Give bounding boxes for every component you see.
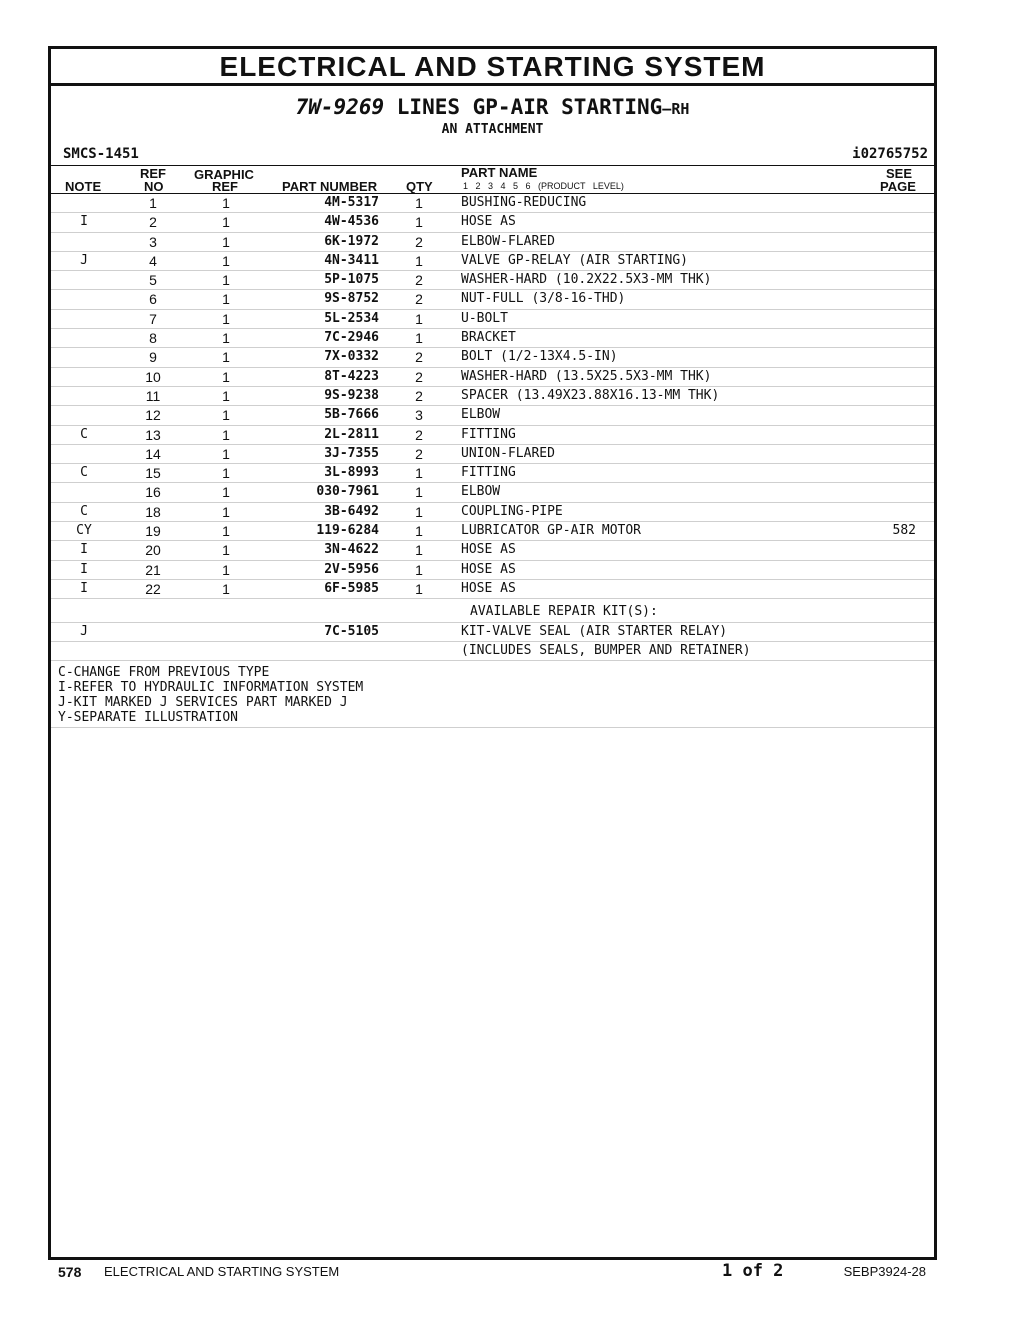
table-row [51,464,934,483]
group-name: LINES GP-AIR STARTING [396,95,663,119]
part-number: 030-7961 [316,484,379,500]
part-name: LUBRICATOR GP-AIR MOTOR [461,523,642,539]
part-name: HOSE AS [461,542,516,558]
part-number: 7C-2946 [324,330,379,346]
part-name: BUSHING-REDUCING [461,195,587,210]
ref-number: 1 [149,195,157,211]
part-name: U-BOLT [461,310,508,326]
graphic-ref: 1 [222,426,230,443]
part-name: WASHER-HARD (10.2X22.5X3-MM THK) [461,272,712,288]
part-note: CY [76,523,92,539]
part-name: NUT-FULL (3/8-16-THD) [461,291,626,307]
kit-heading: AVAILABLE REPAIR KIT(S): [470,604,658,620]
part-note: I [80,214,88,230]
quantity: 1 [415,214,423,231]
part-number: 4M-5317 [324,195,379,210]
part-number: 3B-6492 [324,503,379,519]
table-row [51,310,934,329]
group-subtitle: AN ATTACHMENT [441,122,544,137]
quantity: 2 [415,426,423,443]
quantity: 1 [415,195,423,211]
kit-name-continued-row [51,642,934,661]
part-note: C [80,503,88,519]
graphic-ref: 1 [222,291,230,308]
graphic-ref: 1 [222,330,230,347]
ref-number: 13 [145,426,161,443]
header-note: NOTE [65,179,102,194]
part-name: WASHER-HARD (13.5X25.5X3-MM THK) [461,368,712,384]
table-row [51,387,934,406]
part-note: C [80,465,88,481]
see-page: 582 [892,523,916,539]
header-see-bottom: PAGE [880,179,916,194]
table-row [51,503,934,522]
graphic-ref: 1 [222,580,230,597]
part-number: 6F-5985 [324,580,379,596]
meta-row [51,143,934,165]
part-name: HOSE AS [461,580,516,596]
table-row [51,233,934,252]
ref-number: 21 [145,561,161,578]
kit-row [51,623,934,642]
graphic-ref: 1 [222,368,230,385]
quantity: 1 [415,561,423,578]
part-number: 5L-2534 [324,310,379,326]
ref-number: 22 [145,580,161,597]
part-number: 7X-0332 [324,349,379,365]
part-number: 2V-5956 [324,561,379,577]
section-title: ELECTRICAL AND STARTING SYSTEM [51,49,934,86]
group-suffix: —RH [662,100,690,118]
part-name: VALVE GP-RELAY (AIR STARTING) [461,252,688,268]
ref-number: 12 [145,407,161,424]
part-number: 9S-8752 [324,291,379,307]
quantity: 1 [415,484,423,501]
part-number: 5B-7666 [324,407,379,423]
part-name: UNION-FLARED [461,445,555,461]
legend-line: Y-SEPARATE ILLUSTRATION [58,710,239,726]
header-part-number: PART NUMBER [282,179,378,194]
ref-number: 6 [149,291,157,308]
table-row [51,213,934,232]
quantity: 2 [415,349,423,366]
group-number: 7W-9269 [295,95,385,119]
part-name: FITTING [461,426,516,442]
table-row [51,483,934,502]
part-name: BRACKET [461,330,516,346]
header-graphic-top: GRAPHIC [194,167,254,182]
kit-name-continued: (INCLUDES SEALS, BUMPER AND RETAINER) [461,642,751,658]
ref-number: 5 [149,272,157,289]
ref-number: 4 [149,252,157,269]
parts-page-frame [48,46,937,1260]
graphic-ref: 1 [222,465,230,482]
ref-number: 7 [149,310,157,327]
header-qty: QTY [406,179,433,194]
graphic-ref: 1 [222,484,230,501]
graphic-ref: 1 [222,195,230,211]
part-name: COUPLING-PIPE [461,503,563,519]
ref-number: 11 [145,387,161,404]
footer-section: ELECTRICAL AND STARTING SYSTEM [104,1264,340,1279]
part-number: 2L-2811 [324,426,379,442]
ref-number: 14 [145,445,161,462]
table-row [51,426,934,445]
table-row [51,561,934,580]
graphic-ref: 1 [222,252,230,269]
part-number: 3J-7355 [324,445,379,461]
ref-number: 16 [145,484,161,501]
part-number: 4N-3411 [324,252,379,268]
quantity: 2 [415,445,423,462]
header-ref-top: REF [140,166,166,181]
quantity: 2 [415,387,423,404]
header-ref-bottom: NO [144,179,164,194]
ref-number: 10 [145,368,161,385]
table-header [51,165,934,194]
graphic-ref: 1 [222,349,230,366]
part-name: SPACER (13.49X23.88X16.13-MM THK) [461,387,720,403]
part-name: FITTING [461,465,516,481]
graphic-ref: 1 [222,214,230,231]
graphic-ref: 1 [222,503,230,520]
part-name: BOLT (1/2-13X4.5-IN) [461,349,618,365]
table-row [51,329,934,348]
footer-doc-id: SEBP3924-28 [843,1264,926,1279]
part-number: 119-6284 [316,523,379,539]
table-row [51,252,934,271]
part-name: HOSE AS [461,214,516,230]
table-row [51,406,934,425]
part-note: I [80,542,88,558]
ref-number: 19 [145,523,161,540]
header-graphic-bottom: REF [212,179,238,194]
footer-page-number: 578 [58,1264,82,1280]
quantity: 1 [415,523,423,540]
kit-name: KIT-VALVE SEAL (AIR STARTER RELAY) [461,623,728,639]
graphic-ref: 1 [222,407,230,424]
graphic-ref: 1 [222,445,230,462]
quantity: 1 [415,330,423,347]
smcs-code: SMCS-1451 [63,146,139,162]
table-row [51,348,934,367]
ref-number: 18 [145,503,161,520]
ref-number: 8 [149,330,157,347]
ref-number: 15 [145,465,161,482]
part-name: ELBOW [461,484,501,500]
table-row [51,194,934,213]
legend-line: J-KIT MARKED J SERVICES PART MARKED J [58,695,348,711]
page-footer [0,1261,1020,1288]
header-see-top: SEE [886,166,913,181]
quantity: 3 [415,407,423,424]
part-name: ELBOW-FLARED [461,233,555,249]
quantity: 1 [415,580,423,597]
part-number: 3N-4622 [324,542,379,558]
kit-note: J [80,623,88,639]
legend-line: I-REFER TO HYDRAULIC INFORMATION SYSTEM [58,680,364,696]
kit-part-number: 7C-5105 [324,623,379,639]
part-number: 9S-9238 [324,387,379,403]
header-part-name: PART NAME [461,165,538,180]
quantity: 2 [415,272,423,289]
quantity: 1 [415,503,423,520]
graphic-ref: 1 [222,272,230,289]
kit-heading-row [51,603,934,622]
quantity: 2 [415,291,423,308]
quantity: 1 [415,252,423,269]
part-name: ELBOW [461,407,501,423]
part-number: 3L-8993 [324,465,379,481]
footer-page-of: 1 of 2 [722,1261,784,1281]
ref-number: 20 [145,542,161,559]
graphic-ref: 1 [222,542,230,559]
quantity: 1 [415,465,423,482]
quantity: 2 [415,368,423,385]
graphic-ref: 1 [222,523,230,540]
ref-number: 9 [149,349,157,366]
table-row [51,271,934,290]
legend-line: C-CHANGE FROM PREVIOUS TYPE [58,665,270,681]
note-legend [51,661,934,728]
part-number: 8T-4223 [324,368,379,384]
part-note: I [80,561,88,577]
part-number: 6K-1972 [324,233,379,249]
parts-table [51,194,934,599]
table-row [51,290,934,309]
part-number: 5P-1075 [324,272,379,288]
part-number: 4W-4536 [324,214,379,230]
part-note: J [80,252,88,268]
illustration-id: i02765752 [852,146,928,162]
ref-number: 3 [149,233,157,250]
table-row [51,445,934,464]
part-note: C [80,426,88,442]
graphic-ref: 1 [222,233,230,250]
quantity: 1 [415,542,423,559]
table-row [51,368,934,387]
header-product-levels: 1 2 3 4 5 6 (PRODUCT LEVEL) [463,181,624,191]
graphic-ref: 1 [222,387,230,404]
graphic-ref: 1 [222,310,230,327]
ref-number: 2 [149,214,157,231]
part-name: HOSE AS [461,561,516,577]
quantity: 1 [415,310,423,327]
group-title [51,94,934,122]
table-row [51,541,934,560]
graphic-ref: 1 [222,561,230,578]
part-note: I [80,580,88,596]
table-row [51,580,934,599]
quantity: 2 [415,233,423,250]
table-row [51,522,934,541]
